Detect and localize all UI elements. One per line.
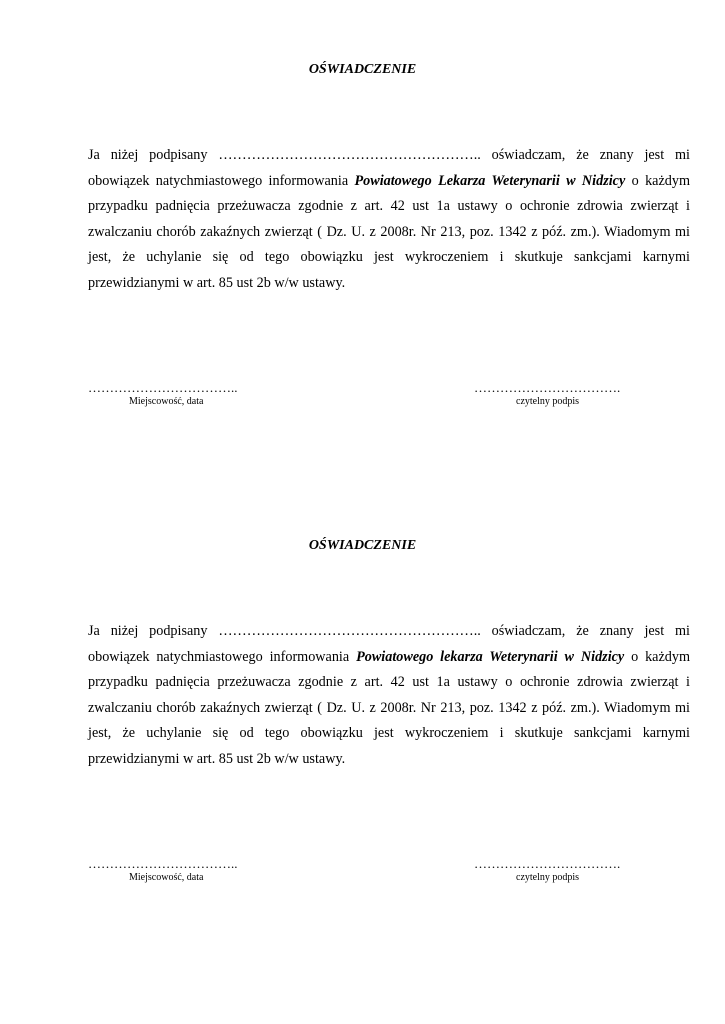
authority-name: Powiatowego lekarza Weterynarii w Nidzicy (356, 648, 625, 665)
signature-line: ……………………………. (474, 380, 621, 395)
signature-label: czytelny podpis (516, 396, 580, 407)
place-date-label: Miejscowość, data (129, 872, 204, 883)
statement-body (88, 619, 690, 772)
statement-body (88, 143, 690, 296)
place-date-line: …………………………….. (88, 380, 238, 395)
signature-block (474, 380, 620, 408)
place-date-block (88, 380, 238, 408)
statement-title: OŚWIADCZENIE (308, 62, 417, 77)
place-date-label: Miejscowość, data (129, 396, 204, 407)
authority-name: Powiatowego Lekarza Weterynarii w Nidzicy (354, 172, 626, 189)
statement-body-start: Ja niżej podpisany ……………………………………………….. oświadczam, że znany jest mi obowiązek natychmiastowego informowania (88, 623, 690, 665)
signature-line: ……………………………. (474, 856, 621, 871)
statement-title: OŚWIADCZENIE (308, 538, 417, 553)
signature-label: czytelny podpis (516, 872, 580, 883)
signature-block (474, 856, 620, 884)
statement-body-end: o każdym przypadku padnięcia przeżuwacza zgodnie z art. 42 ust 1a ustawy o ochronie zdrowia zwierząt i zwalczaniu chorób zakaźnych zwierząt ( Dz. U. z 2008r. Nr 213, poz. 1342 z póź. zm.). Wiadomym mi jest, że uchylanie się od tego obowiązku jest wykroczeniem i skutkuje sankcjami karnymi przewidzianymi w art. 85 ust 2b w/w ustawy. (88, 648, 690, 767)
statement-body-start: Ja niżej podpisany ……………………………………………….. oświadczam, że znany jest mi obowiązek natychmiastowego informowania (88, 147, 690, 189)
statement-body-end: o każdym przypadku padnięcia przeżuwacza zgodnie z art. 42 ust 1a ustawy o ochronie zdrowia zwierząt i zwalczaniu chorób zakaźnych zwierząt ( Dz. U. z 2008r. Nr 213, poz. 1342 z póź. zm.). Wiadomym mi jest, że uchylanie się od tego obowiązku jest wykroczeniem i skutkuje sankcjami karnymi przewidzianymi w art. 85 ust 2b w/w ustawy. (88, 172, 690, 291)
place-date-block (88, 856, 238, 884)
place-date-line: …………………………….. (88, 856, 238, 871)
